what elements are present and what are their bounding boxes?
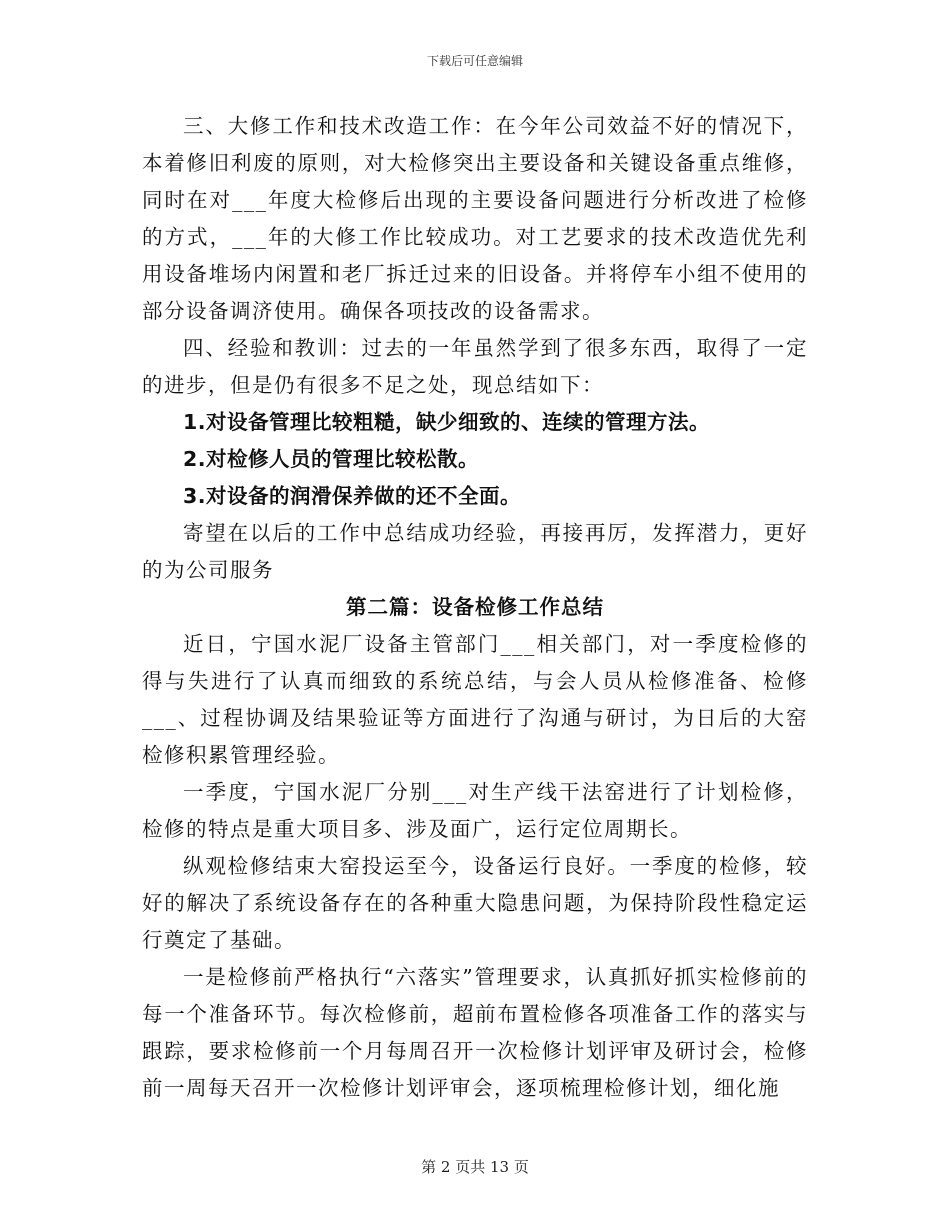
paragraph-lessons: 四、经验和教训：过去的一年虽然学到了很多东西，取得了一定的进步，但是仍有很多不足之处，现总结如下：: [142, 336, 808, 397]
document-body: [142, 108, 808, 1107]
page-footer: 第 2 页共 13 页: [421, 1158, 529, 1176]
lesson-item-3: 3.对设备的润滑保养做的还不全面。: [183, 484, 522, 508]
paragraph-summary-intro: 近日，宁国水泥厂设备主管部门___相关部门，对一季度检修的得与失进行了认真而细致的系统总结，与会人员从检修准备、检修___、过程协调及结果验证等方面进行了沟通与研讨，为日后的大窑检修积累管理经验。: [142, 632, 808, 767]
paragraph-overhaul: 三、大修工作和技术改造工作：在今年公司效益不好的情况下，本着修旧利废的原则，对大检修突出主要设备和关键设备重点维修，同时在对___年度大检修后出现的主要设备问题进行分析改进了检修的方式，___年的大修工作比较成功。对工艺要求的技术改造优先利用设备堆场内闲置和老厂拆迁过来的旧设备。并将停车小组不使用的部分设备调济使用。确保各项技改的设备需求。: [142, 114, 808, 323]
lesson-item-2: 2.对检修人员的管理比较松散。: [183, 447, 480, 471]
paragraph-operation: 纵观检修结束大窑投运至今，设备运行良好。一季度的检修，较好的解决了系统设备存在的各种重大隐患问题，为保持阶段性稳定运行奠定了基础。: [142, 854, 808, 952]
page-header: 下载后可任意编辑: [426, 54, 523, 68]
paragraph-closing: 寄望在以后的工作中总结成功经验，再接再厉，发挥潜力，更好的为公司服务: [142, 521, 808, 582]
paragraph-q1-overhaul: 一季度，宁国水泥厂分别___对生产线干法窑进行了计划检修，检修的特点是重大项目多、涉及面广，运行定位周期长。: [142, 780, 808, 841]
section-title: 第二篇：设备检修工作总结: [346, 595, 604, 619]
paragraph-preparation: 一是检修前严格执行“六落实”管理要求，认真抓好抓实检修前的每一个准备环节。每次检修前，超前布置检修各项准备工作的落实与跟踪，要求检修前一个月每周召开一次检修计划评审及研讨会，检修前一周每天召开一次检修计划评审会，逐项梳理检修计划，细化施: [142, 965, 808, 1100]
lesson-item-1: 1.对设备管理比较粗糙，缺少细致的、连续的管理方法。: [183, 410, 711, 434]
